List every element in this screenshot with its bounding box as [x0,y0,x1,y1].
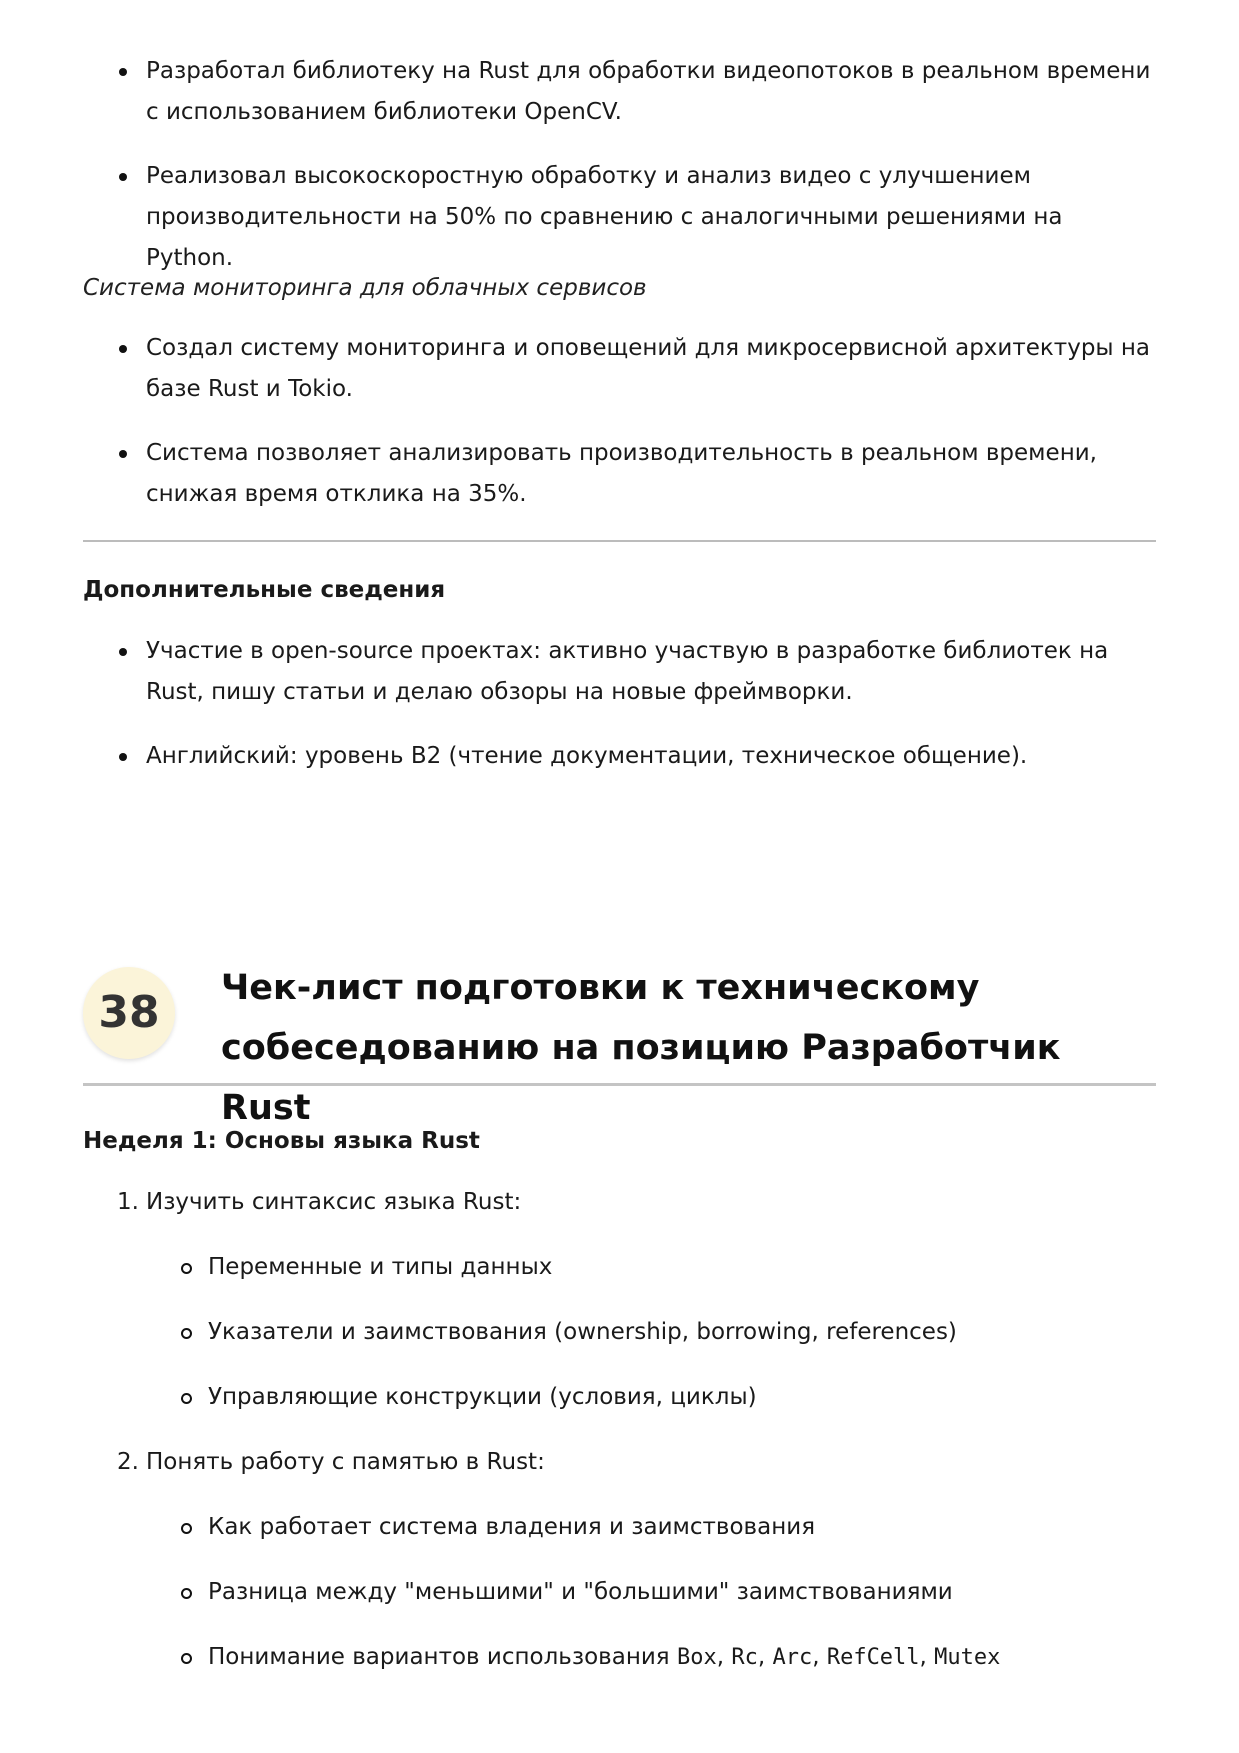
divider [83,540,1156,542]
item-text: Изучить синтаксис языка Rust: [146,1189,522,1215]
list-item: Реализовал высокоскоростную обработку и анализ видео с улучшением производительности на 50% по сравнению с аналогичными решениями на Python. [83,156,1156,279]
separator: , [812,1644,827,1670]
additional-section [83,570,1156,800]
item-text: Понять работу с памятью в Rust: [146,1449,545,1475]
chapter-header [83,950,1156,1128]
sub-list-item: Переменные и типы данных [83,1247,1156,1288]
list-item: Создал систему мониторинга и оповещений для микросервисной архитектуры на базе Rust и Tokio. [83,328,1156,410]
code-box: Box [676,1645,717,1670]
item-number: 1. [117,1189,139,1215]
week1-section [83,1121,1156,1678]
project-title: Система мониторинга для облачных сервисов [83,275,647,301]
sub-list [83,1247,1156,1418]
code-rc: Rc [731,1645,758,1670]
sub-list-item [83,1637,1156,1678]
bullet-list [83,328,1156,515]
list-item: Участие в open-source проектах: активно участвую в разработке библиотек на Rust, пишу статьи и делаю обзоры на новые фреймворки. [83,631,1156,713]
sub-list-item: Указатели и заимствования (ownership, borrowing, references) [83,1312,1156,1353]
sub-list [83,1507,1156,1678]
numbered-item [83,1182,1156,1223]
sub-list-item: Разница между "меньшими" и "большими" заимствованиями [83,1572,1156,1613]
project-bullets-top [83,51,1156,302]
list-item: Разработал библиотеку на Rust для обработки видеопотоков в реальном времени с использованием библиотеки OpenCV. [83,51,1156,133]
list-item: Английский: уровень B2 (чтение документации, техническое общение). [83,736,1156,777]
code-mutex: Mutex [934,1645,1001,1670]
code-arc: Arc [772,1645,813,1670]
separator: , [757,1644,773,1670]
code-refcell: RefCell [826,1645,920,1670]
sub-item-prefix: Понимание вариантов использования [208,1644,677,1670]
bullet-list [83,631,1156,777]
chapter-number-badge: 38 [83,967,175,1059]
sub-list-item: Управляющие конструкции (условия, циклы) [83,1377,1156,1418]
item-number: 2. [117,1449,139,1475]
section-heading: Дополнительные сведения [83,577,446,603]
chapter-title: Чек-лист подготовки к техническому собеседованию на позицию Разработчик Rust [221,968,1061,1128]
numbered-list [83,1182,1156,1678]
bullet-list [83,51,1156,279]
divider-wrap [83,540,1156,542]
numbered-item [83,1442,1156,1483]
section-heading: Неделя 1: Основы языка Rust [83,1128,480,1154]
project-monitoring [83,268,1156,538]
separator: , [919,1644,935,1670]
separator: , [716,1644,732,1670]
list-item: Система позволяет анализировать производительность в реальном времени, снижая время отклика на 35%. [83,433,1156,515]
sub-list-item: Как работает система владения и заимствования [83,1507,1156,1548]
